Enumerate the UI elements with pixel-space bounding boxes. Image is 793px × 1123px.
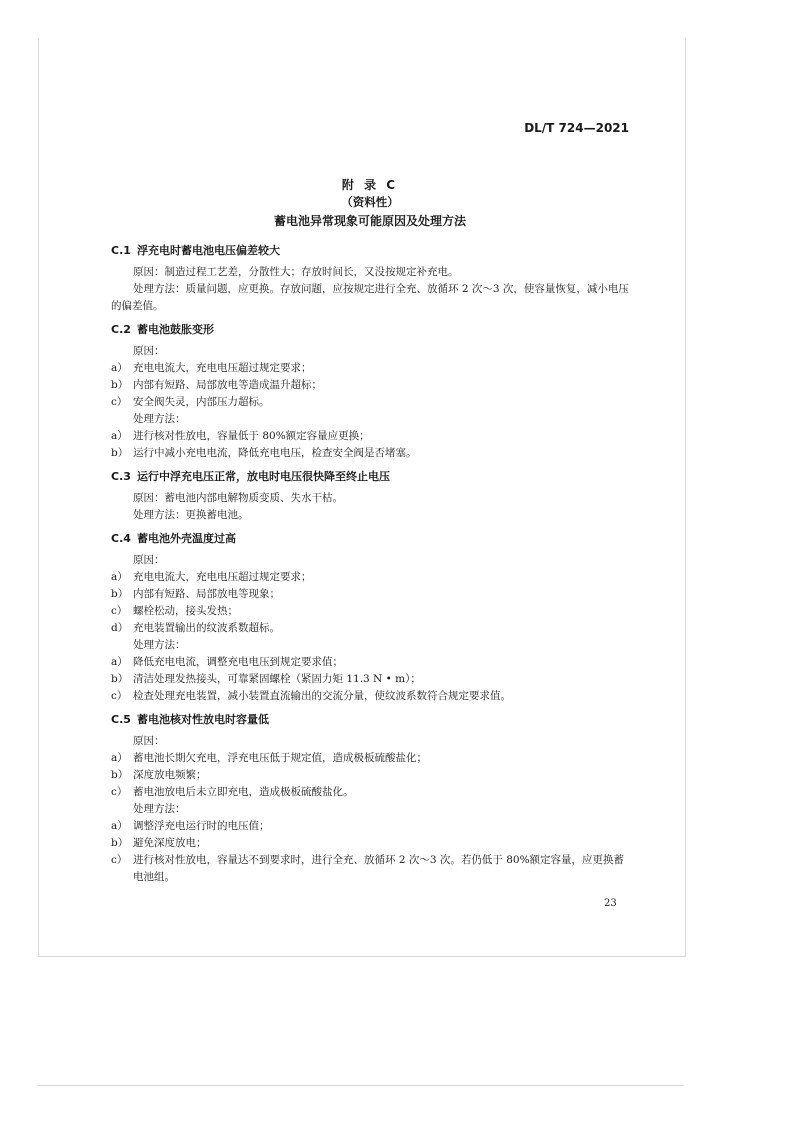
list-item	[111, 377, 631, 394]
page-separator	[38, 1085, 684, 1086]
list-item	[111, 603, 631, 620]
section-title: 运行中浮充电压正常，放电时电压很快降至终止电压	[137, 470, 390, 483]
paragraph: 处理方法：	[133, 639, 186, 651]
list-item	[111, 428, 631, 445]
paragraph: 原因：蓄电池内部电解物质变质、失水干枯。	[133, 492, 343, 504]
list-item	[111, 767, 631, 784]
list-item	[111, 654, 631, 671]
list-item	[111, 671, 631, 688]
list-item-text: 清洁处理发热接头，可靠紧固螺栓（紧固力矩 11.3 N • m）；	[133, 673, 421, 685]
section-heading	[111, 468, 631, 486]
list-item-text: 进行核对性放电，容量低于 80%额定容量应更换；	[133, 430, 370, 442]
paragraph: 原因：	[133, 345, 165, 357]
list-item	[111, 852, 631, 886]
paragraph: 原因：制造过程工艺差，分散性大；存放时间长，又没按规定补充电。	[133, 266, 459, 278]
list-item	[111, 569, 631, 586]
list-marker: d）	[111, 622, 129, 634]
list-item	[111, 835, 631, 852]
list-item	[111, 445, 631, 462]
section-title: 蓄电池核对性放电时容量低	[137, 713, 269, 726]
list-item-text: 充电电流大，充电电压超过规定要求；	[133, 362, 312, 374]
list-item-text: 深度放电频繁；	[133, 769, 207, 781]
appendix-title: 蓄电池异常现象可能原因及处理方法	[273, 214, 466, 228]
section-title: 蓄电池外壳温度过高	[137, 532, 236, 545]
list-item	[111, 586, 631, 603]
section-c-2	[111, 321, 631, 462]
list-item	[111, 818, 631, 835]
paragraph: 处理方法：质量问题，应更换。存放问题，应按规定进行全充、放循环 2 次～3 次，使容量恢复，减小电压的偏差值。	[111, 283, 629, 312]
list-marker: c）	[111, 690, 128, 702]
section-heading	[111, 242, 631, 260]
section-c-4	[111, 530, 631, 705]
list-item-text: 检查处理充电装置，减小装置直流输出的交流分量，使纹波系数符合规定要求值。	[133, 690, 511, 702]
section-number: C.4	[111, 532, 131, 545]
list-item	[111, 620, 631, 637]
list-item-text: 蓄电池放电后未立即充电，造成极板硫酸盐化。	[133, 786, 354, 798]
list-item	[111, 784, 631, 801]
list-marker: b）	[111, 837, 129, 849]
section-heading	[111, 530, 631, 548]
list-item-text: 进行核对性放电，容量达不到要求时，进行全充、放循环 2 次～3 次。若仍低于 80%额定容量，应更换蓄电池组。	[133, 854, 625, 883]
list-marker: b）	[111, 379, 129, 391]
list-item-text: 内部有短路、局部放电等现象；	[133, 588, 280, 600]
section-c-1	[111, 242, 631, 315]
list-item-text: 蓄电池长期欠充电，浮充电压低于规定值，造成极板硫酸盐化；	[133, 752, 427, 764]
section-heading	[111, 711, 631, 729]
appendix-nature: （资料性）	[341, 195, 399, 209]
list-item-text: 内部有短路、局部放电等造成温升超标；	[133, 379, 322, 391]
list-marker: c）	[111, 605, 128, 617]
list-marker: a）	[111, 656, 128, 668]
section-c-5	[111, 711, 631, 886]
paragraph: 处理方法：更换蓄电池。	[133, 509, 249, 521]
section-number: C.3	[111, 470, 131, 483]
section-title: 浮充电时蓄电池电压偏差较大	[137, 244, 280, 257]
page-number: 23	[604, 898, 617, 909]
list-item	[111, 750, 631, 767]
paragraph: 原因：	[133, 735, 165, 747]
document-body	[111, 236, 631, 886]
section-number: C.5	[111, 713, 131, 726]
list-marker: a）	[111, 362, 128, 374]
list-marker: a）	[111, 571, 128, 583]
list-item	[111, 688, 631, 705]
list-item	[111, 360, 631, 377]
section-number: C.1	[111, 244, 131, 257]
list-marker: b）	[111, 588, 129, 600]
list-item-text: 充电装置输出的纹波系数超标。	[133, 622, 280, 634]
paragraph: 原因：	[133, 554, 165, 566]
list-item-text: 螺栓松动，接头发热；	[133, 605, 238, 617]
section-title: 蓄电池鼓胀变形	[137, 323, 214, 336]
list-item-text: 避免深度放电；	[133, 837, 207, 849]
list-marker: a）	[111, 752, 128, 764]
list-item-text: 调整浮充电运行时的电压值；	[133, 820, 270, 832]
list-item-text: 运行中减小充电电流，降低充电电压，检查安全阀是否堵塞。	[133, 447, 417, 459]
list-item-text: 降低充电电流，调整充电电压到规定要求值；	[133, 656, 343, 668]
document-code: DL/T 724—2021	[524, 121, 629, 135]
section-number: C.2	[111, 323, 131, 336]
list-marker: a）	[111, 430, 128, 442]
list-marker: c）	[111, 854, 128, 866]
list-marker: a）	[111, 820, 128, 832]
list-item-text: 安全阀失灵，内部压力超标。	[133, 396, 270, 408]
list-marker: b）	[111, 673, 129, 685]
list-item-text: 充电电流大，充电电压超过规定要求；	[133, 571, 312, 583]
section-c-3	[111, 468, 631, 524]
list-marker: b）	[111, 447, 129, 459]
section-heading	[111, 321, 631, 339]
list-marker: b）	[111, 769, 129, 781]
list-item	[111, 394, 631, 411]
list-marker: c）	[111, 786, 128, 798]
appendix-label: 附 录 C	[341, 178, 399, 192]
list-marker: c）	[111, 396, 128, 408]
paragraph: 处理方法：	[133, 803, 186, 815]
paragraph: 处理方法：	[133, 413, 186, 425]
